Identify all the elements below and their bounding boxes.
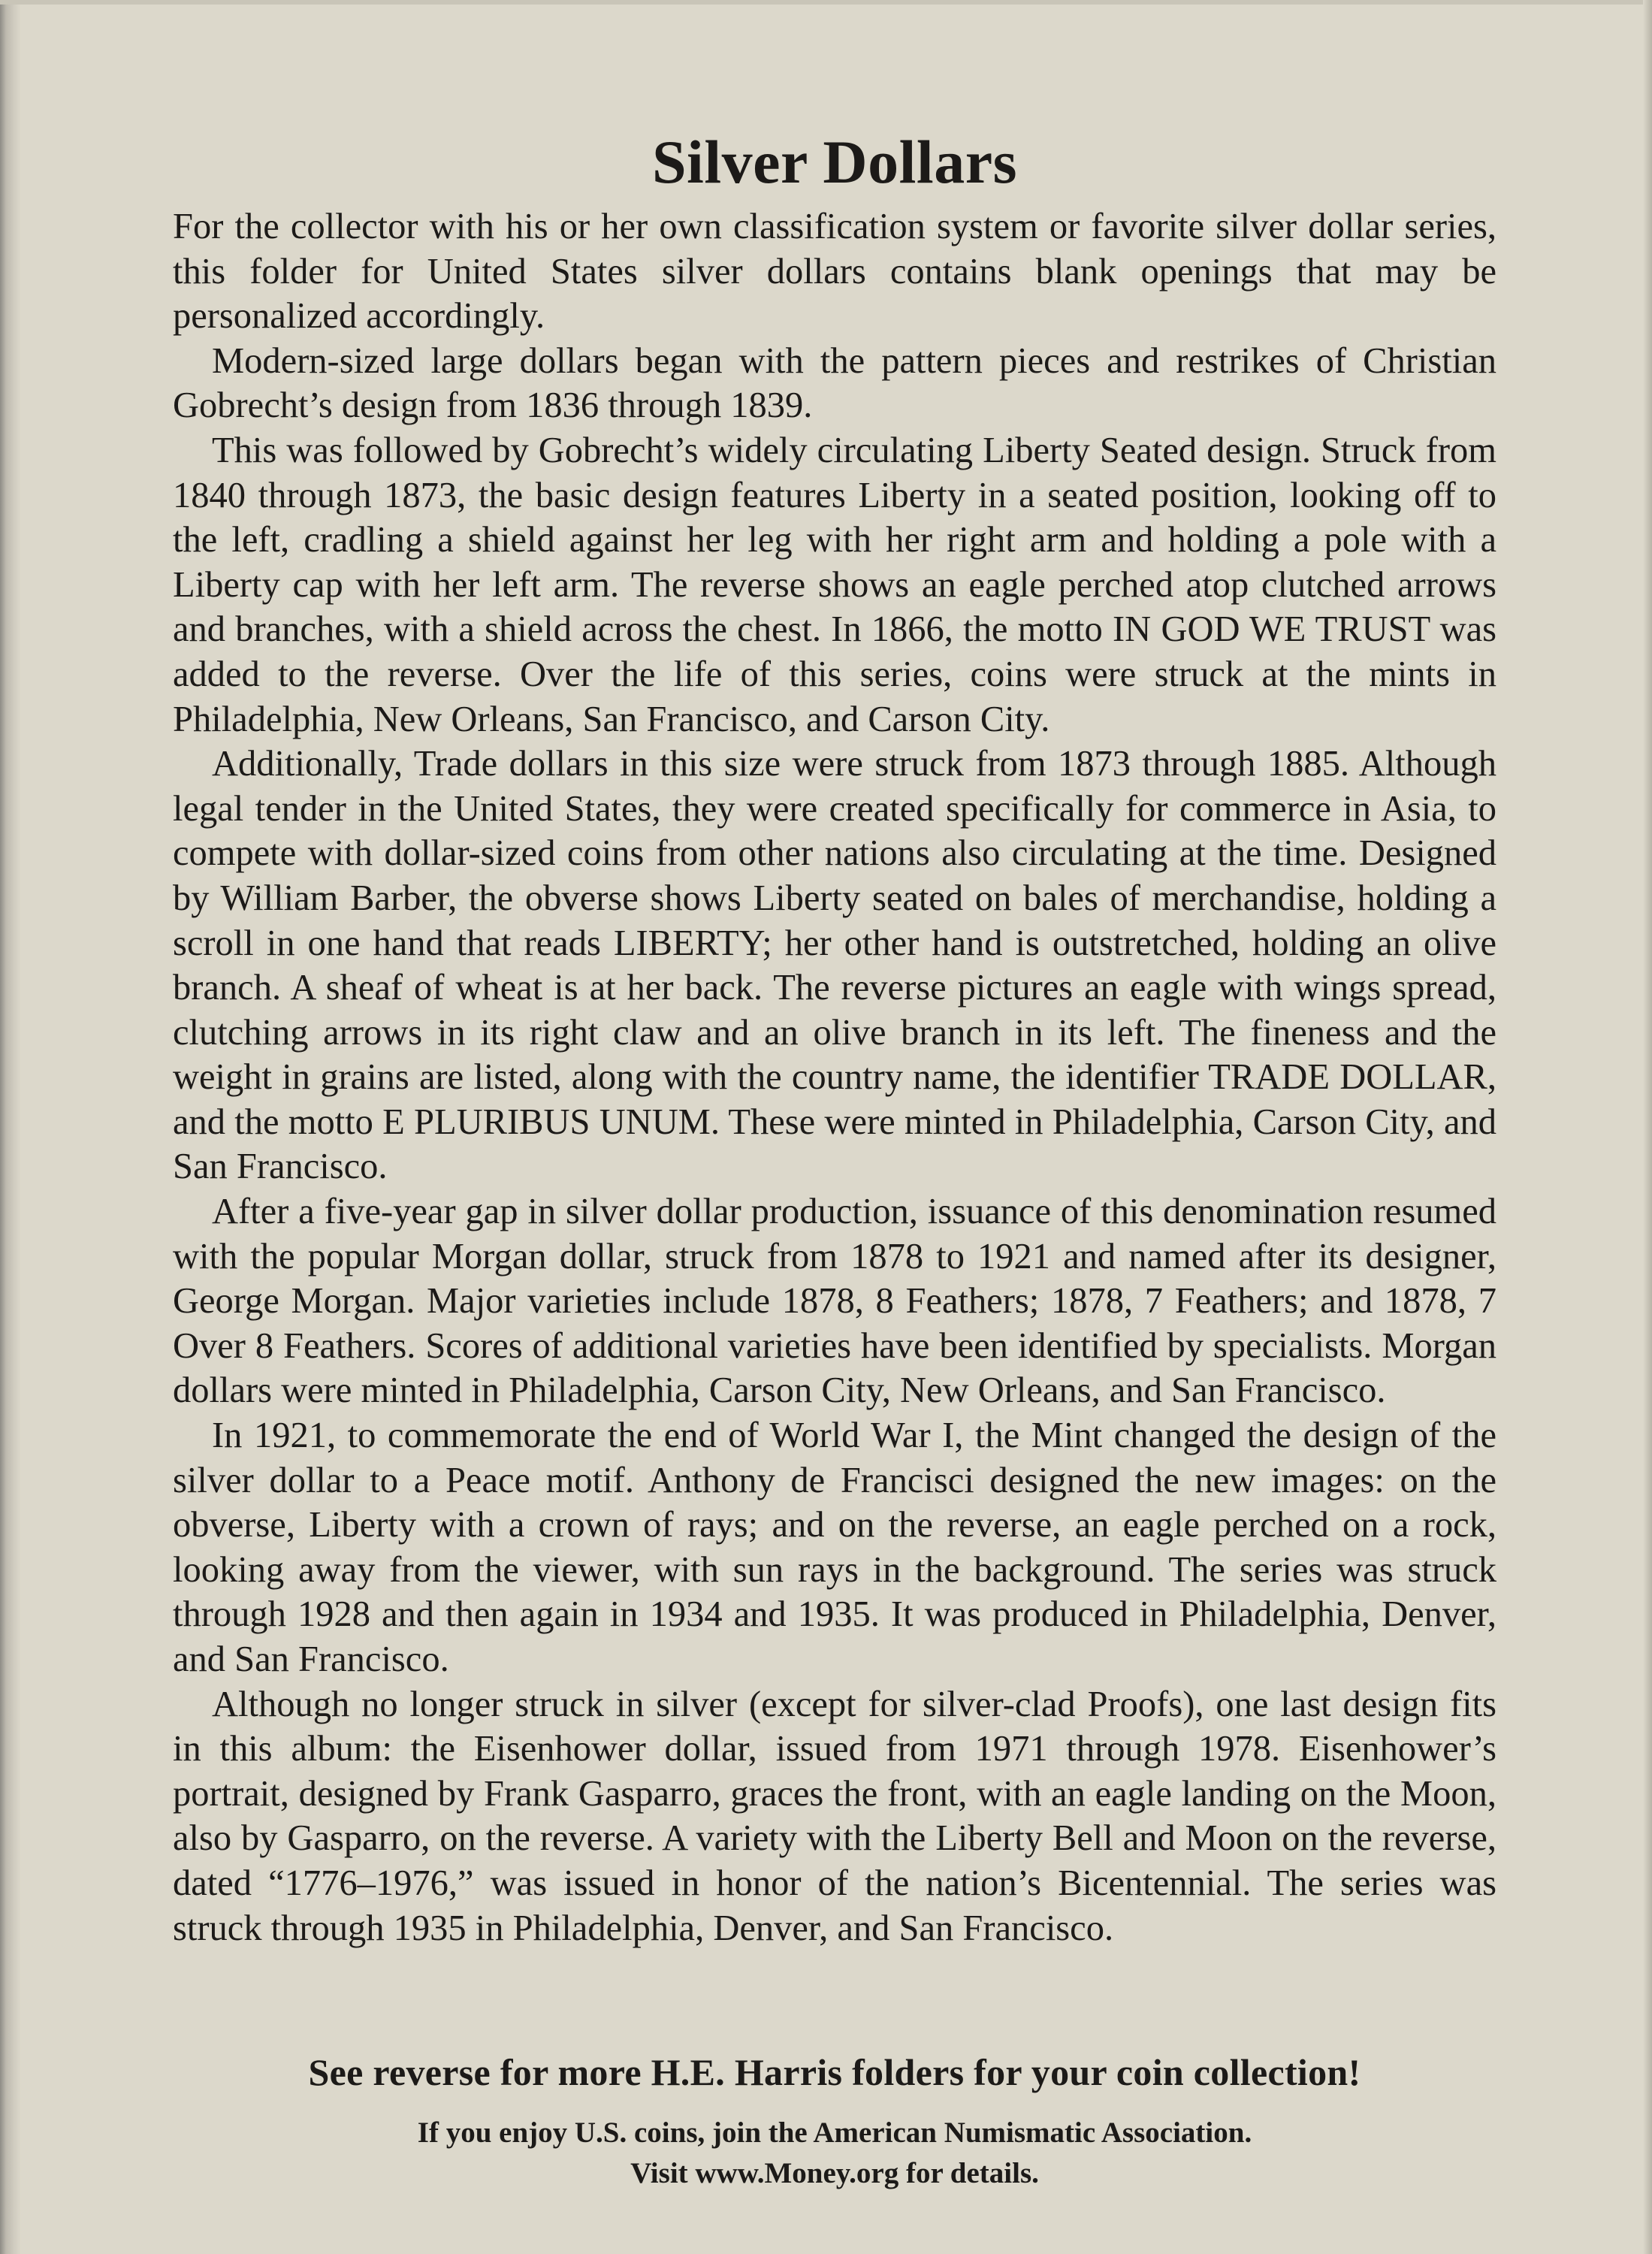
promo-line: See reverse for more H.E. Harris folders for your coin collection! bbox=[308, 2051, 1361, 2093]
paragraph-morgan-dollar: After a five-year gap in silver dollar production, issuance of this denomination resumed with the popular Morgan dollar, struck from 1878 to 1921 and named after its designer, George Morgan. Major varieties include 1878, 8 Feathers; 1878, 7 Feathers; and 1878, 7 Over 8 Feathers. Scores of additional varieties have been identified by specialists. Morgan dollars were minted in Philadelphia, Carson City, New Orleans, and San Francisco. bbox=[173, 1192, 1496, 1411]
paragraph-eisenhower-dollar: Although no longer struck in silver (except for silver-clad Proofs), one last design fits in this album: the Eisenhower dollar, issued from 1971 through 1978. Eisenhower’s portrait, designed by Frank Gasparro, graces the front, with an eagle landing on the Moon, also by Gasparro, on the reverse. A variety with the Liberty Bell and Moon on the reverse, dated “1776–1976,” was issued in honor of the nation’s Bicentennial. The series was struck through 1935 in Philadelphia, Denver, and San Francisco. bbox=[173, 1684, 1496, 1948]
ana-join-text: If you enjoy U.S. coins, join the American Numismatic Association. bbox=[417, 2117, 1252, 2149]
paragraph-trade-dollars: Additionally, Trade dollars in this size were struck from 1873 through 1885. Although legal tender in the United States, they were created specifically for commerce in Asia, to compete with dollar-sized coins from other nations also circulating at the time. Designed by William Barber, the obverse shows Liberty seated on bales of merchandise, holding a scroll in one hand that reads LIBERTY; her other hand is outstretched, holding an olive branch. A sheaf of wheat is at her back. The reverse pictures an eagle with wings spread, clutching arrows in its right claw and an olive branch in its left. The fineness and the weight in grains are listed, along with the country name, the identifier TRADE DOLLAR, and the motto E PLURIBUS UNUM. These were minted in Philadelphia, Carson City, and San Francisco. bbox=[173, 744, 1496, 1187]
page-right-edge bbox=[1643, 0, 1652, 2254]
page-top-edge bbox=[0, 0, 1652, 5]
paragraph-gobrecht: Modern-sized large dollars began with the pattern pieces and restrikes of Christian Gobrecht’s design from 1836 through 1839. bbox=[173, 340, 1496, 426]
article-body bbox=[173, 120, 1496, 1950]
ana-website-text: Visit www.Money.org for details. bbox=[630, 2157, 1039, 2189]
page-title: Silver Dollars bbox=[651, 128, 1018, 196]
page-left-edge bbox=[0, 0, 21, 2254]
paragraph-intro: For the collector with his or her own classification system or favorite silver dollar series, this folder for United States silver dollars contains blank openings that may be personalized accordingly. bbox=[173, 207, 1496, 337]
paragraph-liberty-seated: This was followed by Gobrecht’s widely circulating Liberty Seated design. Struck from 1840 through 1873, the basic design features Liberty in a seated position, looking off to the left, cradling a shield against her leg with her right arm and holding a pole with a Liberty cap with her left arm. The reverse shows an eagle perched atop clutched arrows and branches, with a shield across the chest. In 1866, the motto IN GOD WE TRUST was added to the reverse. Over the life of this series, coins were struck at the mints in Philadelphia, New Orleans, San Francisco, and Carson City. bbox=[173, 430, 1496, 739]
ana-notice bbox=[98, 2113, 1572, 2194]
paragraph-peace-dollar: In 1921, to commemorate the end of World War I, the Mint changed the design of the silver dollar to a Peace motif. Anthony de Francisci designed the new images: on the obverse, Liberty with a crown of rays; and on the reverse, an eagle perched on a rock, looking away from the viewer, with sun rays in the background. The series was struck through 1928 and then again in 1934 and 1935. It was produced in Philadelphia, Denver, and San Francisco. bbox=[173, 1416, 1496, 1679]
